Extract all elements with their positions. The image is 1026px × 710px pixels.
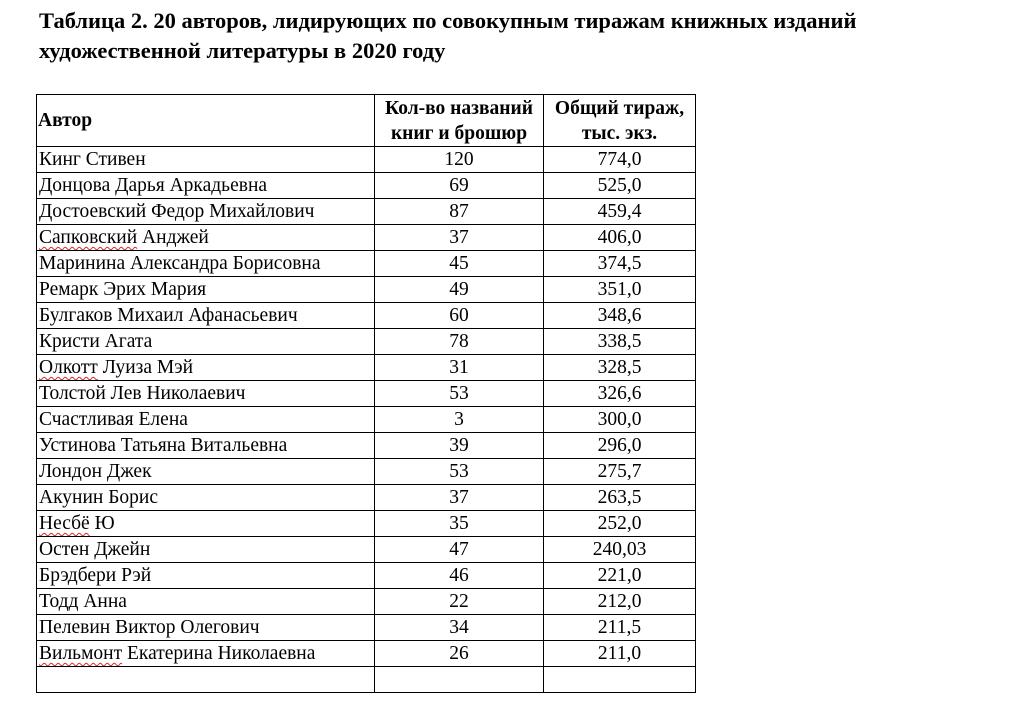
author-name: Донцова Дарья Аркадьевна xyxy=(39,175,268,196)
table-row xyxy=(37,355,696,381)
circulation-cell: 374,5 xyxy=(544,251,696,277)
author-name: Лондон Джек xyxy=(39,461,152,482)
table-row xyxy=(37,485,696,511)
titles-count-cell: 34 xyxy=(375,615,544,641)
table-row xyxy=(37,615,696,641)
table-row-empty xyxy=(37,667,696,693)
author-cell xyxy=(37,251,375,277)
table-row xyxy=(37,589,696,615)
author-name: Сапковский xyxy=(39,227,138,248)
author-cell xyxy=(37,511,375,537)
circulation-cell: 328,5 xyxy=(544,355,696,381)
author-cell xyxy=(37,459,375,485)
author-cell xyxy=(37,381,375,407)
titles-count-cell: 49 xyxy=(375,277,544,303)
table-row xyxy=(37,433,696,459)
circulation-cell: 774,0 xyxy=(544,147,696,173)
circulation-cell: 296,0 xyxy=(544,433,696,459)
author-cell xyxy=(37,615,375,641)
header-titles-line1: Кол-во названий xyxy=(385,97,533,119)
header-circulation-line2: тыс. экз. xyxy=(581,122,658,144)
table-row xyxy=(37,381,696,407)
author-cell xyxy=(37,199,375,225)
author-name: Булгаков Михаил Афанасьевич xyxy=(39,305,298,326)
author-cell xyxy=(37,563,375,589)
author-cell xyxy=(37,433,375,459)
table-row xyxy=(37,251,696,277)
author-name-rest: Ю xyxy=(89,513,115,534)
author-cell xyxy=(37,589,375,615)
author-cell xyxy=(37,329,375,355)
table-row xyxy=(37,407,696,433)
author-cell xyxy=(37,225,375,251)
author-name-rest: Анджей xyxy=(137,227,209,248)
circulation-cell: 525,0 xyxy=(544,173,696,199)
author-name: Акунин Борис xyxy=(39,487,158,508)
titles-count-cell: 39 xyxy=(375,433,544,459)
circulation-cell: 263,5 xyxy=(544,485,696,511)
author-name: Кристи Агата xyxy=(39,331,153,352)
titles-count-cell: 22 xyxy=(375,589,544,615)
header-circulation-line1: Общий тираж, xyxy=(554,97,685,119)
titles-count-cell: 120 xyxy=(375,147,544,173)
author-name: Вильмонт xyxy=(39,643,123,664)
titles-count-cell: 87 xyxy=(375,199,544,225)
circulation-cell: 348,6 xyxy=(544,303,696,329)
header-titles-line2: книг и брошюр xyxy=(390,122,528,144)
author-name: Кинг Стивен xyxy=(39,149,146,170)
table-body xyxy=(37,147,696,693)
circulation-cell: 221,0 xyxy=(544,563,696,589)
table-row xyxy=(37,459,696,485)
titles-count-cell: 3 xyxy=(375,407,544,433)
authors-table xyxy=(36,94,696,693)
header-circulation xyxy=(544,95,696,147)
table-header-row xyxy=(37,95,696,147)
header-titles-count xyxy=(375,95,544,147)
author-name: Олкотт xyxy=(39,357,98,378)
author-name-rest: Луиза Мэй xyxy=(97,357,194,378)
titles-count-cell: 35 xyxy=(375,511,544,537)
table-row xyxy=(37,173,696,199)
titles-count-cell: 37 xyxy=(375,485,544,511)
circulation-cell: 326,6 xyxy=(544,381,696,407)
author-cell xyxy=(37,303,375,329)
circulation-cell: 300,0 xyxy=(544,407,696,433)
circulation-cell: 211,5 xyxy=(544,615,696,641)
circulation-cell: 240,03 xyxy=(544,537,696,563)
author-name: Счастливая Елена xyxy=(39,409,188,430)
table-caption: Таблица 2. 20 авторов, лидирующих по совокупным тиражам книжных изданий художественной литературы в 2020 году xyxy=(39,8,857,63)
titles-count-cell: 53 xyxy=(375,381,544,407)
circulation-cell: 351,0 xyxy=(544,277,696,303)
author-cell xyxy=(37,641,375,667)
table-row xyxy=(37,563,696,589)
titles-count-cell: 37 xyxy=(375,225,544,251)
titles-count-cell: 69 xyxy=(375,173,544,199)
titles-count-cell: 31 xyxy=(375,355,544,381)
table-row xyxy=(37,147,696,173)
table-row xyxy=(37,303,696,329)
header-author: Автор xyxy=(37,95,375,147)
author-name: Ремарк Эрих Мария xyxy=(39,279,207,300)
author-name: Брэдбери Рэй xyxy=(39,565,152,586)
author-name: Тодд Анна xyxy=(39,591,127,612)
author-cell xyxy=(37,277,375,303)
empty-cell xyxy=(375,667,544,693)
author-name: Маринина Александра Борисовна xyxy=(39,253,321,274)
empty-cell xyxy=(37,667,375,693)
author-cell xyxy=(37,407,375,433)
author-name-rest: Екатерина Николаевна xyxy=(122,643,316,664)
titles-count-cell: 46 xyxy=(375,563,544,589)
circulation-cell: 212,0 xyxy=(544,589,696,615)
author-name: Пелевин Виктор Олегович xyxy=(39,617,260,638)
circulation-cell: 252,0 xyxy=(544,511,696,537)
table-row xyxy=(37,537,696,563)
titles-count-cell: 47 xyxy=(375,537,544,563)
author-name: Остен Джейн xyxy=(39,539,151,560)
circulation-cell: 338,5 xyxy=(544,329,696,355)
author-cell xyxy=(37,537,375,563)
titles-count-cell: 45 xyxy=(375,251,544,277)
author-name: Несбё xyxy=(39,513,90,534)
circulation-cell: 275,7 xyxy=(544,459,696,485)
author-cell xyxy=(37,485,375,511)
table-row xyxy=(37,329,696,355)
author-cell xyxy=(37,355,375,381)
titles-count-cell: 78 xyxy=(375,329,544,355)
table-row xyxy=(37,225,696,251)
author-name: Устинова Татьяна Витальевна xyxy=(39,435,288,456)
circulation-cell: 406,0 xyxy=(544,225,696,251)
author-name: Толстой Лев Николаевич xyxy=(39,383,246,404)
empty-cell xyxy=(544,667,696,693)
author-cell xyxy=(37,173,375,199)
author-cell xyxy=(37,147,375,173)
circulation-cell: 459,4 xyxy=(544,199,696,225)
author-name: Достоевский Федор Михайлович xyxy=(39,201,315,222)
circulation-cell: 211,0 xyxy=(544,641,696,667)
titles-count-cell: 53 xyxy=(375,459,544,485)
table-row xyxy=(37,511,696,537)
titles-count-cell: 26 xyxy=(375,641,544,667)
titles-count-cell: 60 xyxy=(375,303,544,329)
table-row xyxy=(37,199,696,225)
table-row xyxy=(37,277,696,303)
table-row xyxy=(37,641,696,667)
